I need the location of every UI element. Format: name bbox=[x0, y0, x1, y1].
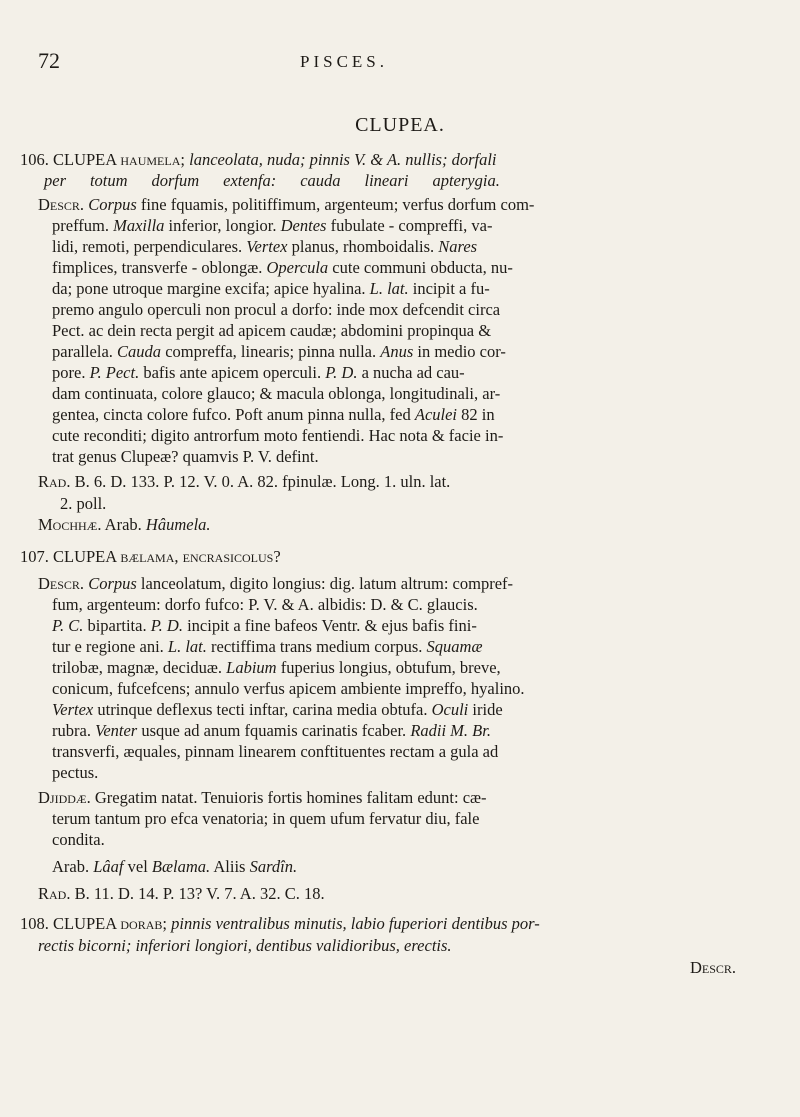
text-line: gentea, cincta colore fufco. Poft anum pinna nulla, fed Aculei 82 in bbox=[52, 405, 495, 424]
text-line: per totum dorfum extenfa: cauda lineari apterygia. bbox=[44, 171, 500, 190]
text-line: Pect. ac dein recta pergit ad apicem caudæ; abdomini propinqua & bbox=[52, 321, 492, 340]
text-line: cute reconditi; digito antrorfum moto fentiendi. Hac nota & facie in- bbox=[52, 426, 504, 445]
text-line: fimplices, transverfe - oblongæ. Opercula cute communi obducta, nu- bbox=[52, 258, 513, 277]
text-line: Descr. Corpus lanceolatum, digito longius: dig. latum altrum: compref- bbox=[38, 574, 514, 593]
text-line: rubra. Venter usque ad anum fquamis carinatis fcaber. Radii M. Br. bbox=[52, 721, 491, 740]
text-line: tur e regione ani. L. lat. rectiffima trans medium corpus. Squamæ bbox=[52, 637, 483, 656]
text-line: 106. CLUPEA haumela; lanceolata, nuda; pinnis V. & A. nullis; dorfali bbox=[20, 150, 497, 169]
text-line: premo angulo operculi non procul a dorfo: inde mox defcendit circa bbox=[52, 300, 501, 319]
page-header bbox=[0, 48, 800, 78]
text-line: parallela. Cauda compreffa, linearis; pinna nulla. Anus in medio cor- bbox=[52, 342, 506, 361]
text-line: dam continuata, colore glauco; & macula oblonga, longitudinali, ar- bbox=[52, 384, 501, 403]
text-line: Rad. B. 11. D. 14. P. 13? V. 7. A. 32. C. 18. bbox=[38, 884, 325, 903]
text-line: condita. bbox=[52, 830, 105, 849]
text-line: trilobæ, magnæ, deciduæ. Labium fuperius longius, obtufum, breve, bbox=[52, 658, 501, 677]
text-line: trat genus Clupeæ? quamvis P. V. defint. bbox=[52, 447, 319, 466]
text-line: conicum, fufcefcens; annulo verfus apicem ambiente impreffo, hyalino. bbox=[52, 679, 525, 698]
text-line: Rad. B. 6. D. 133. P. 12. V. 0. A. 82. fpinulæ. Long. 1. uln. lat. bbox=[38, 472, 451, 491]
text-line: Arab. Lâaf vel Bælama. Aliis Sardîn. bbox=[52, 857, 298, 876]
text-line: da; pone utroque margine excifa; apice hyalina. L. lat. incipit a fu- bbox=[52, 279, 490, 298]
running-title: PISCES. bbox=[300, 52, 388, 71]
page-number: 72 bbox=[38, 48, 60, 73]
text-line: Mochhæ. Arab. Hâumela. bbox=[38, 515, 211, 534]
text-line: P. C. bipartita. P. D. incipit a fine bafeos Ventr. & ejus bafis fini- bbox=[52, 616, 477, 635]
text-line: pore. P. Pect. bafis ante apicem operculi. P. D. a nucha ad cau- bbox=[52, 363, 465, 382]
text-line: 107. CLUPEA bælama, encrasicolus? bbox=[20, 547, 281, 566]
text-line: Descr. bbox=[690, 958, 737, 977]
text-line: lidi, remoti, perpendiculares. Vertex planus, rhomboidalis. Nares bbox=[52, 237, 478, 256]
text-line: terum tantum pro efca venatoria; in quem ufum fervatur diu, fale bbox=[52, 809, 480, 828]
text-line: Djiddæ. Gregatim natat. Tenuioris fortis homines falitam edunt: cæ- bbox=[38, 788, 487, 807]
text-line: fum, argenteum: dorfo fufco: P. V. & A. albidis: D. & C. glaucis. bbox=[52, 595, 478, 614]
section-title: CLUPEA. bbox=[355, 114, 445, 136]
text-line: Vertex utrinque deflexus tecti inftar, carina media obtufa. Oculi iride bbox=[52, 700, 503, 719]
text-line: preffum. Maxilla inferior, longior. Dentes fubulate - compreffi, va- bbox=[52, 216, 493, 235]
text-line: pectus. bbox=[52, 763, 99, 782]
text-line: 2. poll. bbox=[60, 494, 107, 513]
text-line: 108. CLUPEA dorab; pinnis ventralibus minutis, labio fuperiori dentibus por- bbox=[20, 914, 540, 933]
text-line: Descr. Corpus fine fquamis, politiffimum, argenteum; verfus dorfum com- bbox=[38, 195, 535, 214]
text-line: rectis bicorni; inferiori longiori, dentibus validioribus, erectis. bbox=[38, 936, 452, 955]
text-line: transverfi, æquales, pinnam linearem conftituentes rectam a gula ad bbox=[52, 742, 499, 761]
